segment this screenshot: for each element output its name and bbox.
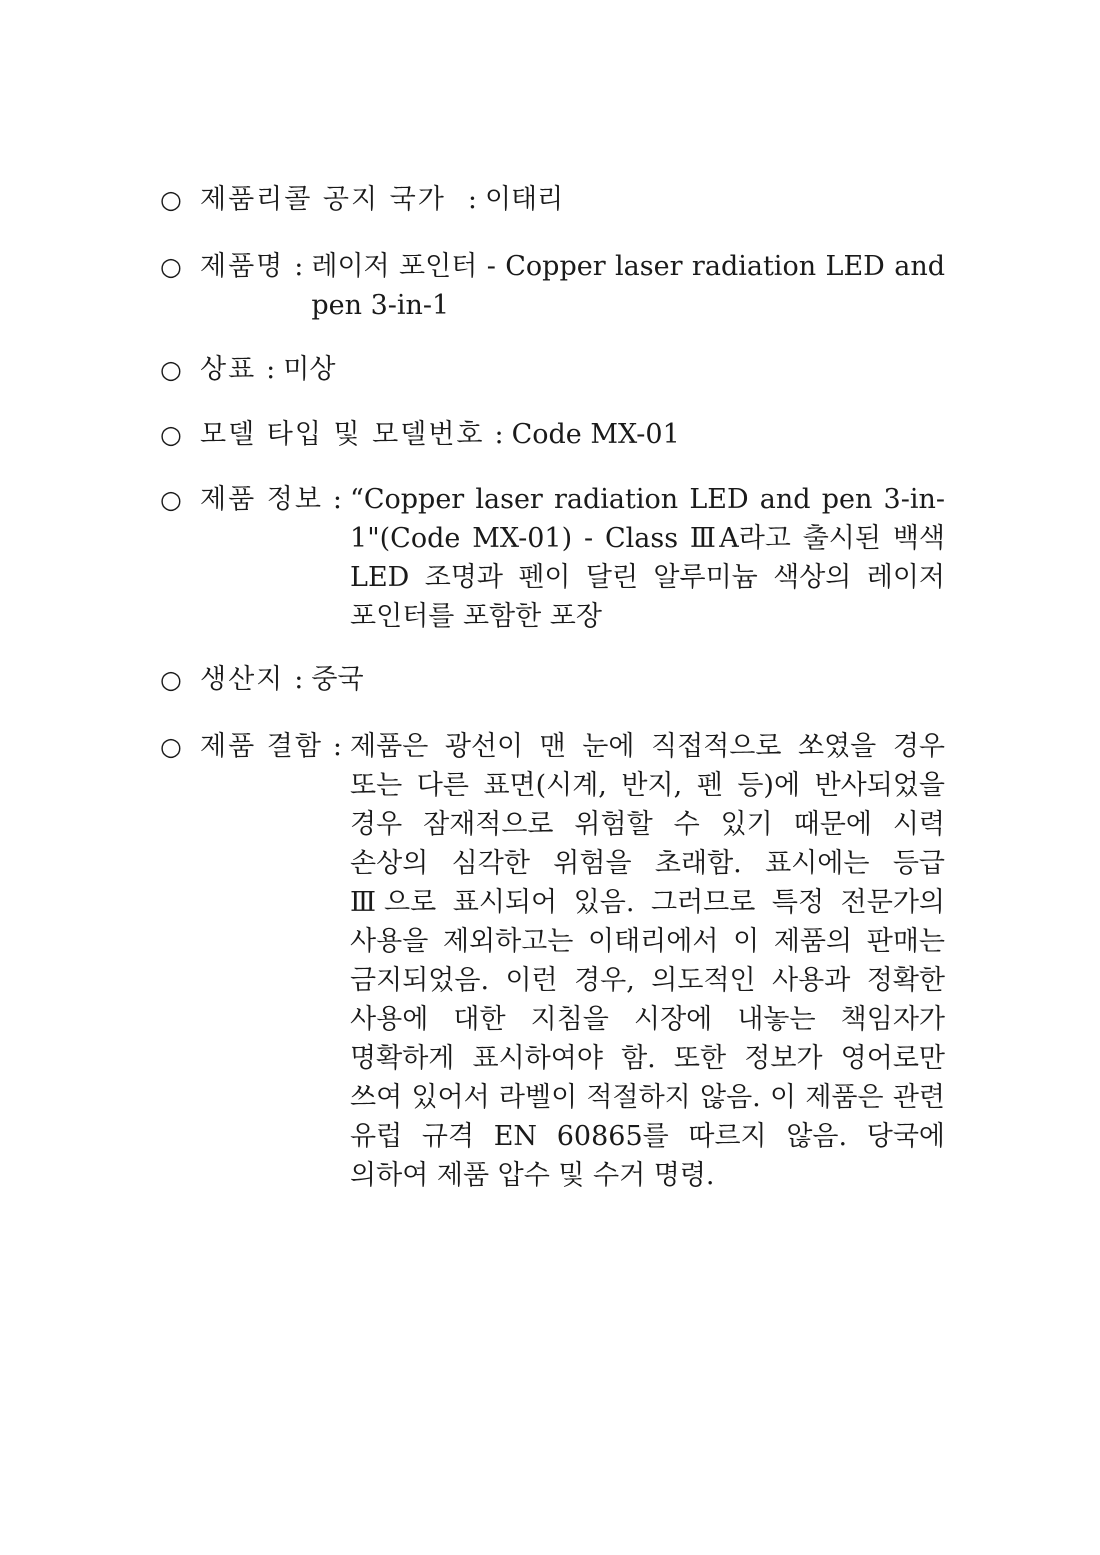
item-label: 제품명 (200, 251, 285, 282)
item-separator: : (266, 354, 276, 385)
item-value: 중국 (311, 664, 364, 695)
list-item-brand (160, 350, 945, 389)
bullet-icon: ○ (160, 665, 182, 694)
item-separator: : (467, 184, 477, 215)
bullet-icon: ○ (160, 252, 182, 281)
item-label: 상표 (200, 354, 257, 385)
bullet-icon: ○ (160, 355, 182, 384)
list-item-recall-country (160, 180, 945, 219)
list-item-defect (160, 727, 945, 1195)
list-item-model (160, 415, 945, 454)
bullet-icon: ○ (160, 485, 182, 514)
item-separator: : (494, 419, 504, 450)
item-separator: : (332, 731, 343, 762)
list-item-origin (160, 660, 945, 699)
item-separator: : (294, 251, 304, 282)
item-value: Code MX-01 (511, 419, 680, 450)
list-item-product-info (160, 480, 945, 636)
item-label: 제품 정보 (200, 484, 323, 515)
item-value: 미상 (283, 354, 336, 385)
item-value: 제품은 광선이 맨 눈에 직접적으로 쏘였을 경우 또는 다른 표면(시계, 반지, 펜 등)에 반사되었을 경우 잠재적으로 위험할 수 있기 때문에 시력 손상의 심각한 위험을 초래함. 표시에는 등급 Ⅲ으로 표시되어 있음. 그러므로 특정 전문가의 사용을 제외하고는 이태리에서 이 제품의 판매는 금지되었음. 이런 경우, 의도적인 사용과 정확한 사용에 대한 지침을 시장에 내놓는 책임자가 명확하게 표시하여야 함. 또한 정보가 영어로만 쓰여 있어서 라벨이 적절하지 않음. 이 제품은 관련 유럽 규격 EN 60865를 따르지 않음. 당국에 의하여 제품 압수 및 수거 명령. (350, 731, 945, 1191)
bullet-icon: ○ (160, 732, 182, 761)
item-label: 제품리콜 공지 국가 (200, 184, 446, 215)
item-value: “Copper laser radiation LED and pen 3-in-1"(Code MX-01) - Class ⅢA라고 출시된 백색 LED 조명과 펜이 달린 알루미늄 색상의 레이저 포인터를 포함한 포장 (350, 484, 945, 632)
item-label: 모델 타입 및 모델번호 (200, 419, 485, 450)
item-value: 이태리 (484, 184, 564, 215)
list-item-product-name (160, 247, 945, 325)
item-value: 레이저 포인터 - Copper laser radiation LED and pen 3-in-1 (311, 251, 945, 321)
item-separator: : (332, 484, 343, 515)
item-separator: : (294, 664, 304, 695)
item-label: 제품 결함 (200, 731, 323, 762)
bullet-icon: ○ (160, 185, 182, 214)
bullet-icon: ○ (160, 420, 182, 449)
item-label: 생산지 (200, 664, 285, 695)
